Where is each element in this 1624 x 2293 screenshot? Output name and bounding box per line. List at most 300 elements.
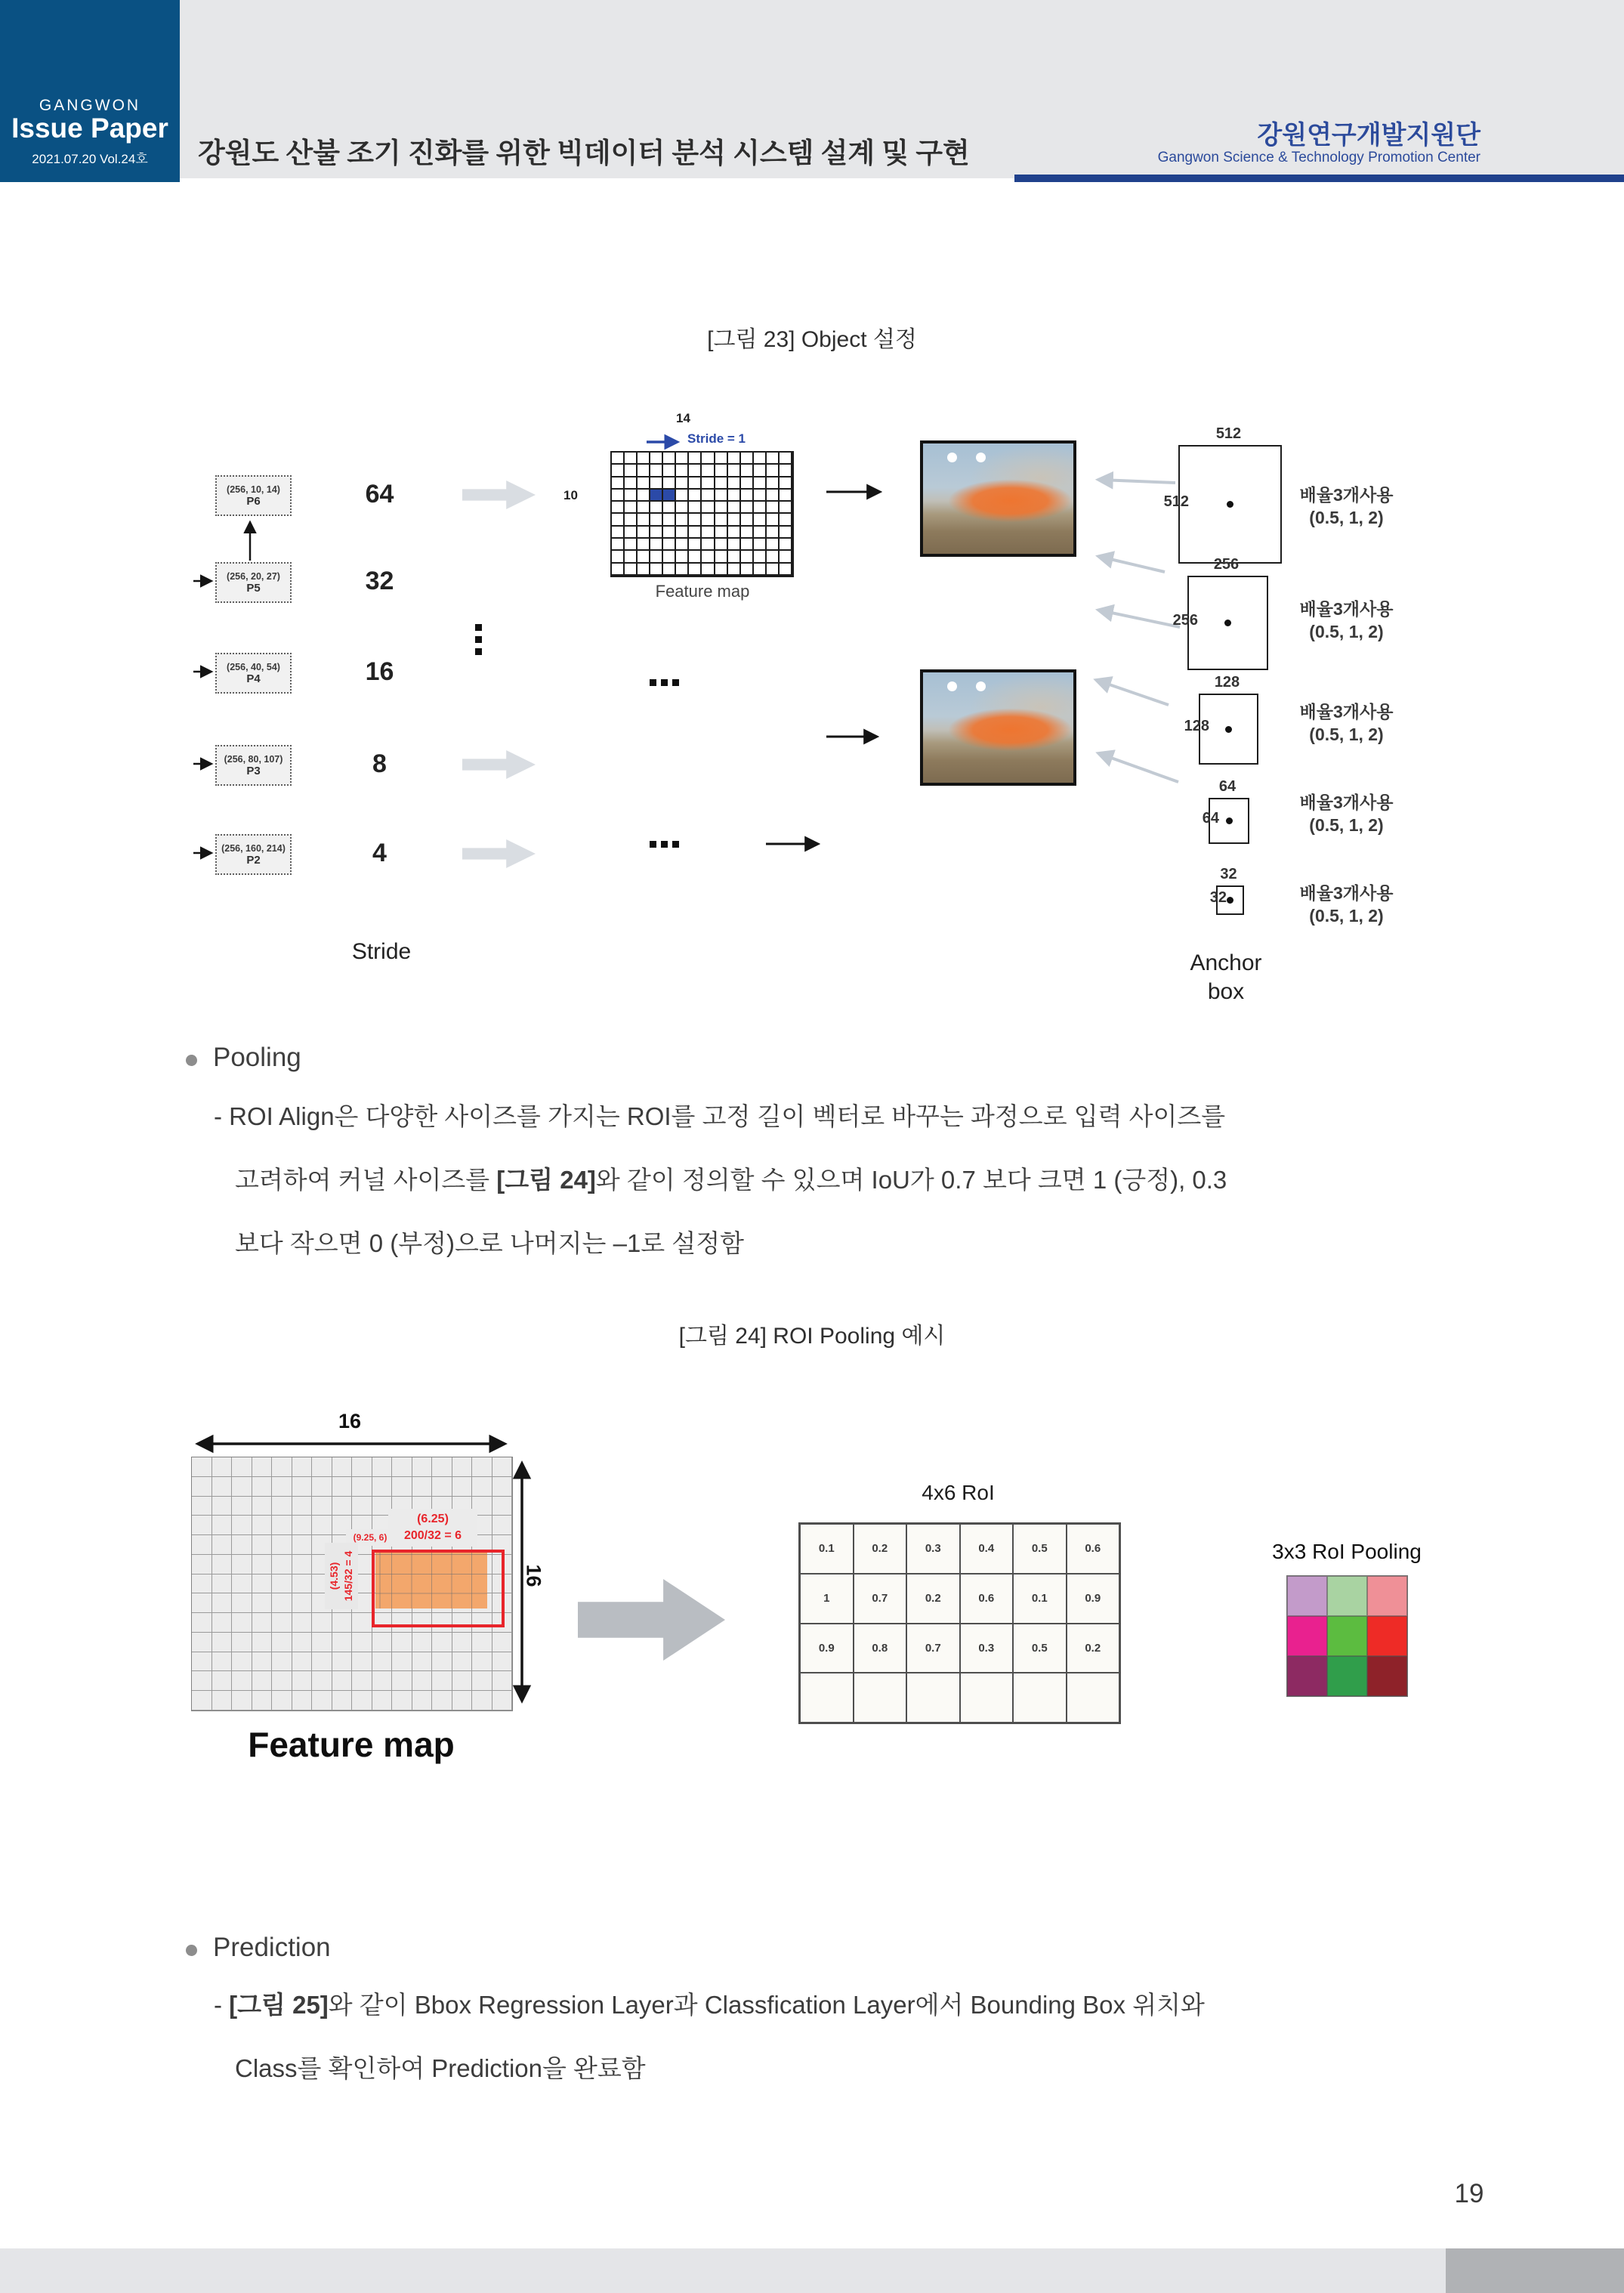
grid-cell [432,1671,452,1691]
feature-map-cell [767,465,780,477]
grid-cell [312,1691,332,1710]
prediction-line-2: Class를 확인하여 Prediction을 완료함 [235,2054,646,2082]
grid-cell [292,1575,313,1594]
feature-map-cell [689,465,702,477]
anchor-size-left-label: 128 [1184,718,1209,734]
grid-cell [192,1633,212,1652]
grid-cell [232,1575,252,1594]
roi-table-cell: 0.6 [1067,1524,1120,1574]
feature-map-cell [638,502,650,514]
grid-cell [492,1457,513,1477]
feature-map-cell [612,490,625,502]
feature-map-cell [663,514,676,526]
feature-map-cell [689,490,702,502]
grid-cell [312,1477,332,1497]
roi-table-cell: 0.2 [854,1524,907,1574]
grid-cell [192,1575,212,1594]
grid-cell [232,1535,252,1555]
grid-cell [492,1671,513,1691]
roi-table-cell [960,1673,1014,1723]
grid-cell [212,1671,233,1691]
grid-cell [212,1691,233,1710]
grid-cell [272,1671,292,1691]
roi-table-cell: 0.4 [960,1524,1014,1574]
grid-cell [312,1613,332,1633]
feature-map-cell [612,539,625,551]
feature-map-cell [754,514,767,526]
page-number: 19 [1454,2179,1484,2208]
pyramid-box-p4: (256, 40, 54) P4 [215,653,292,694]
grid-cell [352,1691,372,1710]
feature-map-cell [780,514,792,526]
roi-table-cell: 0.5 [1013,1624,1067,1673]
feature-map-cell [650,514,663,526]
feature-map-cell [754,453,767,465]
grid-cell [452,1671,473,1691]
logo-meta: 2021.07.20 Vol.24호 [32,152,148,166]
grid-cell [212,1593,233,1613]
detection-dot [976,453,986,462]
feature-map-cell [741,453,754,465]
feature-map-height-label: 10 [563,488,578,502]
pooling-color-cell [1327,1656,1367,1696]
grid-cell [232,1457,252,1477]
feature-map-cell [689,502,702,514]
feature-map-cell [767,514,780,526]
grid-cell [292,1652,313,1672]
grid-cell [232,1691,252,1710]
roi-table-title: 4x6 RoI [922,1481,995,1504]
anchor-size-top-label: 512 [1215,425,1242,442]
grid-cell [452,1477,473,1497]
grid-cell [212,1633,233,1652]
grid-cell [292,1593,313,1613]
grid-height-label: 16 [522,1564,545,1587]
anchor-box-label: Anchor box [1190,950,1262,1004]
bullet-icon [186,1055,197,1066]
grid-cell [212,1516,233,1535]
feature-map-cell [663,527,676,539]
feature-map-cell [728,477,741,490]
org-subtitle: Gangwon Science & Technology Promotion Center [1157,150,1480,165]
feature-map-cell [741,490,754,502]
prediction-line-1: - [그림 25]와 같이 Bbox Regression Layer과 Classfication Layer에서 Bounding Box 위치와 [214,1991,1205,2019]
pooling-color-cell [1367,1576,1407,1616]
feature-map-cell [702,514,715,526]
feature-map-cell [780,527,792,539]
grid-cell [432,1691,452,1710]
pyramid-box-p5: (256, 20, 27) P5 [215,562,292,603]
feature-map-cell [741,465,754,477]
grid-cell [452,1633,473,1652]
grid-cell [312,1633,332,1652]
feature-map-cell [728,453,741,465]
feature-map-cell [767,502,780,514]
roi-table [798,1522,1121,1724]
roi-table-cell: 0.1 [800,1524,854,1574]
roi-table-cell: 0.9 [1067,1574,1120,1624]
anchor-arrow-icon [1101,754,1178,782]
wildfire-image [920,669,1076,786]
feature-map-cell [625,527,638,539]
org-name: 강원연구개발지원단 [1257,121,1480,150]
figure23-caption: [그림 23] Object 설정 [707,327,917,352]
grid-cell [272,1516,292,1535]
feature-map-cell [702,465,715,477]
feature-map-cell [625,477,638,490]
feature-map-cell [676,502,689,514]
feature-map-cell [625,514,638,526]
anchor-size-top-label: 32 [1220,866,1237,882]
feature-map-cell [676,527,689,539]
grid-cell [492,1516,513,1535]
grid-cell [472,1457,492,1477]
grid-cell [292,1555,313,1575]
prediction-heading: Prediction [213,1933,331,1962]
feature-map-cell [728,539,741,551]
block-arrow-right-icon [462,750,536,779]
anchor-size-left-label: 512 [1163,493,1189,510]
grid-cell [292,1477,313,1497]
grid-cell [492,1652,513,1672]
grid-cell [392,1652,412,1672]
grid-cell [212,1497,233,1516]
feature-map-cell [663,477,676,490]
grid-cell [252,1497,273,1516]
grid-cell [292,1633,313,1652]
feature-map-cell [689,453,702,465]
feature-map-cell [741,551,754,563]
anchor-arrow-icon [1101,557,1165,572]
grid-cell [252,1457,273,1477]
stride-value: 32 [365,567,394,595]
feature-map-cell [663,490,676,502]
grid-cell [392,1633,412,1652]
pooling-grid-title: 3x3 RoI Pooling [1272,1540,1422,1563]
feature-map-cell [728,551,741,563]
feature-map-cell [650,453,663,465]
feature-map-cell [625,551,638,563]
grid-cell [192,1555,212,1575]
roi-table-cell: 0.8 [854,1624,907,1673]
grid-cell [232,1652,252,1672]
footer-bar-light [0,2248,1446,2293]
feature-map-cell [650,490,663,502]
grid-cell [452,1652,473,1672]
grid-cell [252,1652,273,1672]
feature-map-cell [741,564,754,576]
roi-table-cell: 0.9 [800,1624,854,1673]
grid-cell [272,1613,292,1633]
grid-cell [452,1691,473,1710]
feature-map-cell [715,539,728,551]
feature-map-cell [702,539,715,551]
grid-cell [232,1613,252,1633]
grid-cell [332,1671,353,1691]
feature-map-cell [767,527,780,539]
feature-map-cell [625,502,638,514]
grid-cell [192,1457,212,1477]
anchor-center-dot [1227,501,1233,508]
feature-map-cell [638,551,650,563]
feature-map-cell [638,465,650,477]
grid-cell [192,1593,212,1613]
feature-map-cell [689,551,702,563]
pooling-color-cell [1327,1576,1367,1616]
grid-cell [392,1457,412,1477]
feature-map-cell [650,527,663,539]
feature-map-cell [663,465,676,477]
feature-map-cell [612,477,625,490]
grid-cell [252,1633,273,1652]
feature-map-cell [612,465,625,477]
grid-cell [192,1497,212,1516]
grid-cell [292,1497,313,1516]
grid-cell [272,1497,292,1516]
grid-cell [332,1497,353,1516]
detection-dot [976,681,986,691]
document-title: 강원도 산불 조기 진화를 위한 빅데이터 분석 시스템 설계 및 구현 [198,138,970,169]
grid-cell [212,1575,233,1594]
feature-map-cell [754,527,767,539]
grid-cell [252,1671,273,1691]
roi-table-cell: 0.2 [906,1574,960,1624]
grid-cell [492,1497,513,1516]
feature-map-cell [612,453,625,465]
roi-table-cell: 0.7 [854,1574,907,1624]
grid-cell [192,1691,212,1710]
feature-map-cell [638,539,650,551]
grid-cell [232,1497,252,1516]
big-arrow-right-icon [578,1579,725,1661]
grid-cell [412,1691,433,1710]
grid-cell [492,1691,513,1710]
feature-map-cell [650,502,663,514]
feature-map-cell [702,477,715,490]
roi-annotation-left: (4.53) 145/32 = 4 [325,1543,358,1609]
feature-map-cell [702,551,715,563]
roi-table-cell: 0.7 [906,1624,960,1673]
feature-map-cell [754,564,767,576]
feature-map-cell [676,539,689,551]
feature-map-cell [638,527,650,539]
feature-map-cell [741,539,754,551]
anchor-ratio-note: 배율3개사용 (0.5, 1, 2) [1299,793,1394,835]
feature-map-cell [728,564,741,576]
feature-map-cell [728,465,741,477]
anchor-box-256 [1187,576,1268,670]
feature-map-cell [754,539,767,551]
anchor-center-dot [1225,726,1232,733]
grid-width-label: 16 [338,1410,362,1432]
grid-cell [372,1633,393,1652]
grid-cell [252,1575,273,1594]
pooling-color-cell [1327,1616,1367,1656]
feature-map-cell [676,477,689,490]
roi-table-cell [1013,1673,1067,1723]
feature-map-cell [780,551,792,563]
grid-cell [432,1477,452,1497]
stride-note: Stride = 1 [687,431,746,446]
anchor-size-left-label: 64 [1202,809,1219,827]
pooling-color-cell [1367,1616,1407,1656]
feature-map-cell [780,477,792,490]
feature-map-cell [638,453,650,465]
figure24-caption: [그림 24] ROI Pooling 예시 [678,1324,946,1349]
vertical-ellipsis-icon [475,624,482,655]
grid-cell [232,1593,252,1613]
grid-cell [432,1633,452,1652]
feature-map-cell [767,453,780,465]
feature-map-cell [741,477,754,490]
grid-cell [192,1535,212,1555]
footer-bar-dark [1446,2248,1624,2293]
issue-paper-logo [0,0,180,182]
feature-map-cell [715,453,728,465]
stride-value: 8 [372,749,387,778]
feature-map-cell [767,477,780,490]
grid-cell [332,1477,353,1497]
roi-bounding-rect [372,1550,505,1627]
feature-map-cell [663,551,676,563]
grid-cell [252,1477,273,1497]
grid-cell [212,1457,233,1477]
feature-map-cell [702,453,715,465]
grid-cell [212,1535,233,1555]
bullet-icon [186,1945,197,1956]
roi-table-cell: 1 [800,1574,854,1624]
grid-cell [432,1652,452,1672]
anchor-size-left-label: 32 [1209,888,1227,906]
feature-map-cell [612,514,625,526]
feature-map-cell [689,564,702,576]
pooling-heading: Pooling [213,1043,301,1072]
feature-map-cell [702,490,715,502]
anchor-ratio-note: 배율3개사용 (0.5, 1, 2) [1299,702,1394,744]
grid-cell [352,1671,372,1691]
grid-cell [352,1633,372,1652]
roi-table-cell [854,1673,907,1723]
feature-map-cell [780,502,792,514]
grid-cell [472,1671,492,1691]
feature-map-cell [715,477,728,490]
feature-map-cell [612,527,625,539]
feature-map-cell [754,502,767,514]
feature-map-cell [612,502,625,514]
grid-cell [212,1613,233,1633]
grid-cell [272,1457,292,1477]
detection-dot [947,453,957,462]
grid-cell [272,1633,292,1652]
grid-cell [332,1691,353,1710]
feature-map-cell [715,514,728,526]
grid-cell [472,1633,492,1652]
horizontal-ellipsis-icon [650,679,679,686]
feature-map-cell [715,527,728,539]
feature-map-title: Feature map [248,1725,455,1764]
anchor-ratio-note: 배율3개사용 (0.5, 1, 2) [1299,883,1394,926]
roi-annotation-coord: (9.25, 6) [346,1529,394,1546]
anchor-center-dot [1224,620,1231,626]
feature-map-cell [625,453,638,465]
grid-cell [312,1652,332,1672]
pooling-color-cell [1287,1656,1327,1696]
roi-table-cell: 0.3 [960,1624,1014,1673]
feature-map-cell [754,551,767,563]
grid-cell [252,1555,273,1575]
feature-map-cell [728,514,741,526]
logo-brand: GANGWON [39,97,141,114]
grid-cell [372,1691,393,1710]
grid-cell [372,1457,393,1477]
grid-cell [212,1477,233,1497]
pyramid-box-p6: (256, 10, 14) P6 [215,475,292,516]
feature-map-cell [663,564,676,576]
feature-map-cell [650,551,663,563]
horizontal-ellipsis-icon [650,841,679,848]
roi-table-cell [1067,1673,1120,1723]
feature-map-cell [728,502,741,514]
anchor-size-top-label: 64 [1218,778,1237,795]
feature-map-cell [625,490,638,502]
grid-cell [252,1691,273,1710]
feature-map-cell [676,453,689,465]
roi-table-cell: 0.6 [960,1574,1014,1624]
roi-table-cell [800,1673,854,1723]
roi-table-cell: 0.2 [1067,1624,1120,1673]
grid-cell [432,1457,452,1477]
feature-map-cell [638,477,650,490]
grid-cell [232,1671,252,1691]
feature-map-cell [754,465,767,477]
feature-map-cell [676,465,689,477]
feature-map-cell [676,551,689,563]
grid-cell [192,1516,212,1535]
grid-cell [372,1477,393,1497]
grid-cell [252,1535,273,1555]
pooling-line-2: 고려하여 커널 사이즈를 [그림 24]와 같이 정의할 수 있으며 IoU가 0.7 보다 크면 1 (긍정), 0.3 [235,1166,1227,1194]
grid-cell [312,1516,332,1535]
grid-cell [232,1477,252,1497]
grid-cell [452,1457,473,1477]
feature-map-cell [741,502,754,514]
feature-map-cell [625,465,638,477]
grid-cell [252,1516,273,1535]
grid-cell [272,1652,292,1672]
feature-map-cell [625,539,638,551]
feature-map-grid [610,451,794,577]
pyramid-box-p3: (256, 80, 107) P3 [215,745,292,786]
grid-cell [392,1691,412,1710]
stride-value: 64 [365,480,394,508]
grid-cell [472,1477,492,1497]
grid-cell [412,1633,433,1652]
feature-map-cell [715,564,728,576]
grid-cell [272,1593,292,1613]
feature-map-cell [638,490,650,502]
grid-cell [292,1671,313,1691]
anchor-size-left-label: 256 [1172,611,1198,629]
feature-map-cell [663,453,676,465]
grid-cell [392,1477,412,1497]
grid-cell [192,1613,212,1633]
feature-map-cell [780,490,792,502]
anchor-arrow-icon [1098,681,1169,705]
feature-map-cell [754,490,767,502]
grid-cell [472,1691,492,1710]
feature-map-cell [689,514,702,526]
grid-cell [292,1535,313,1555]
